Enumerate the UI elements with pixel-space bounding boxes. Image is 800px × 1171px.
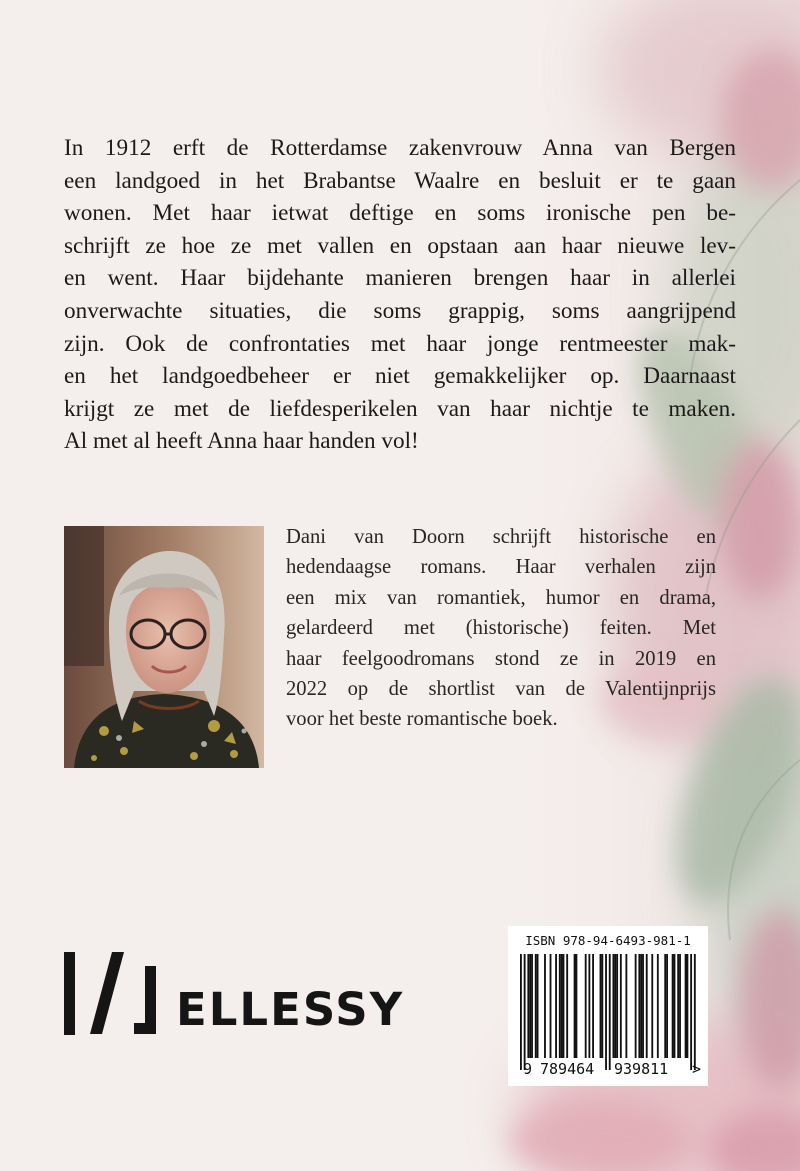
author-bio bbox=[286, 522, 716, 735]
barcode-bar bbox=[601, 954, 603, 1058]
barcode-bar bbox=[555, 954, 557, 1058]
barcode-bar bbox=[531, 954, 533, 1058]
blurb-line: zijn. Ook de confrontaties met haar jonge rentmeester mak- bbox=[64, 330, 736, 357]
barcode-bar bbox=[574, 954, 576, 1058]
barcode-bar bbox=[524, 954, 526, 1070]
barcode-bar bbox=[559, 954, 561, 1058]
blurb-line: onverwachte situaties, die soms grappig, soms aangrijpend bbox=[64, 297, 736, 324]
barcode-bar bbox=[537, 954, 539, 1058]
barcode-bar bbox=[614, 954, 616, 1058]
barcode-digit-first: 9 bbox=[523, 1060, 533, 1078]
publisher-logo bbox=[64, 946, 405, 1036]
blurb-line: In 1912 erft de Rotterdamse zakenvrouw Anna van Bergen bbox=[64, 135, 736, 161]
barcode-bar bbox=[674, 954, 676, 1058]
blurb-line: en went. Haar bijdehante manieren brengen haar in allerlei bbox=[64, 265, 736, 292]
barcode-bar bbox=[638, 954, 640, 1058]
bio-line: voor het beste romantische boek. bbox=[286, 708, 558, 731]
barcode-bar bbox=[646, 954, 648, 1058]
barcode-bar bbox=[535, 954, 537, 1058]
barcode-bar bbox=[550, 954, 552, 1058]
barcode-bar bbox=[613, 954, 615, 1058]
barcode-bars bbox=[508, 926, 708, 1086]
barcode-bar bbox=[566, 954, 568, 1058]
barcode-bar bbox=[544, 954, 546, 1058]
bio-line: hedendaagse romans. Haar verhalen zijn bbox=[286, 556, 716, 579]
blurb-line: schrijft ze hoe ze met vallen en opstaan aan haar nieuwe lev- bbox=[64, 232, 736, 259]
barcode-digits-right: 939811 bbox=[614, 1060, 669, 1078]
isbn-barcode bbox=[508, 926, 708, 1086]
barcode-bar bbox=[635, 954, 637, 1058]
ellessy-logo-mark-icon bbox=[64, 946, 164, 1036]
barcode-bar bbox=[605, 954, 607, 1070]
barcode-bar bbox=[520, 954, 522, 1070]
publisher-name: ELLESSY bbox=[176, 983, 405, 1036]
barcode-bar bbox=[694, 954, 696, 1070]
isbn-label: ISBN 978-94-6493-981-1 bbox=[525, 933, 691, 948]
barcode-bar bbox=[687, 954, 689, 1058]
blurb-line: wonen. Met haar ietwat deftige en soms ironische pen be- bbox=[64, 200, 736, 227]
blurb-line: Al met al heeft Anna haar handen vol! bbox=[64, 428, 419, 455]
back-cover-blurb bbox=[64, 132, 736, 458]
barcode-bar bbox=[685, 954, 687, 1058]
barcode-bar bbox=[609, 954, 611, 1070]
barcode-bar bbox=[640, 954, 642, 1058]
barcode-bar bbox=[625, 954, 627, 1058]
barcode-bar bbox=[620, 954, 622, 1058]
blurb-line: krijgt ze met de liefdesperikelen van haar nichtje te maken. bbox=[64, 395, 736, 422]
bio-line: een mix van romantiek, humor en drama, bbox=[286, 586, 716, 609]
barcode-bar bbox=[529, 954, 531, 1058]
barcode-bar bbox=[666, 954, 668, 1058]
barcode-bar bbox=[576, 954, 578, 1058]
barcode-bar bbox=[600, 954, 602, 1058]
barcode-bar bbox=[616, 954, 618, 1058]
bio-line: gelardeerd met (historische) feiten. Met bbox=[286, 617, 716, 640]
barcode-bar bbox=[585, 954, 587, 1058]
barcode-bar bbox=[657, 954, 659, 1058]
barcode-bar bbox=[642, 954, 644, 1058]
barcode-bar bbox=[664, 954, 666, 1058]
barcode-bar bbox=[592, 954, 594, 1058]
barcode-bar bbox=[527, 954, 529, 1058]
barcode-bar bbox=[588, 954, 590, 1058]
author-portrait-icon bbox=[64, 526, 264, 768]
barcode-bar bbox=[651, 954, 653, 1058]
barcode-bar bbox=[672, 954, 674, 1058]
blurb-line: en het landgoedbeheer er niet gemakkelijker op. Daarnaast bbox=[64, 363, 736, 390]
barcode-bar bbox=[677, 954, 679, 1058]
barcode-bar bbox=[561, 954, 563, 1058]
barcode-bar bbox=[679, 954, 681, 1058]
barcode-digits-left: 789464 bbox=[540, 1060, 595, 1078]
bio-line: 2022 op de shortlist van de Valentijnprijs bbox=[286, 678, 716, 701]
blurb-line: een landgoed in het Brabantse Waalre en besluit er te gaan bbox=[64, 167, 736, 194]
bio-line: Dani van Doorn schrijft historische en bbox=[286, 526, 716, 548]
barcode-bar bbox=[690, 954, 692, 1070]
bio-line: haar feelgoodromans stond ze in 2019 en bbox=[286, 647, 716, 670]
barcode-bar bbox=[563, 954, 565, 1058]
author-photo bbox=[64, 526, 264, 768]
barcode-quiet-zone-marker: > bbox=[692, 1060, 702, 1078]
